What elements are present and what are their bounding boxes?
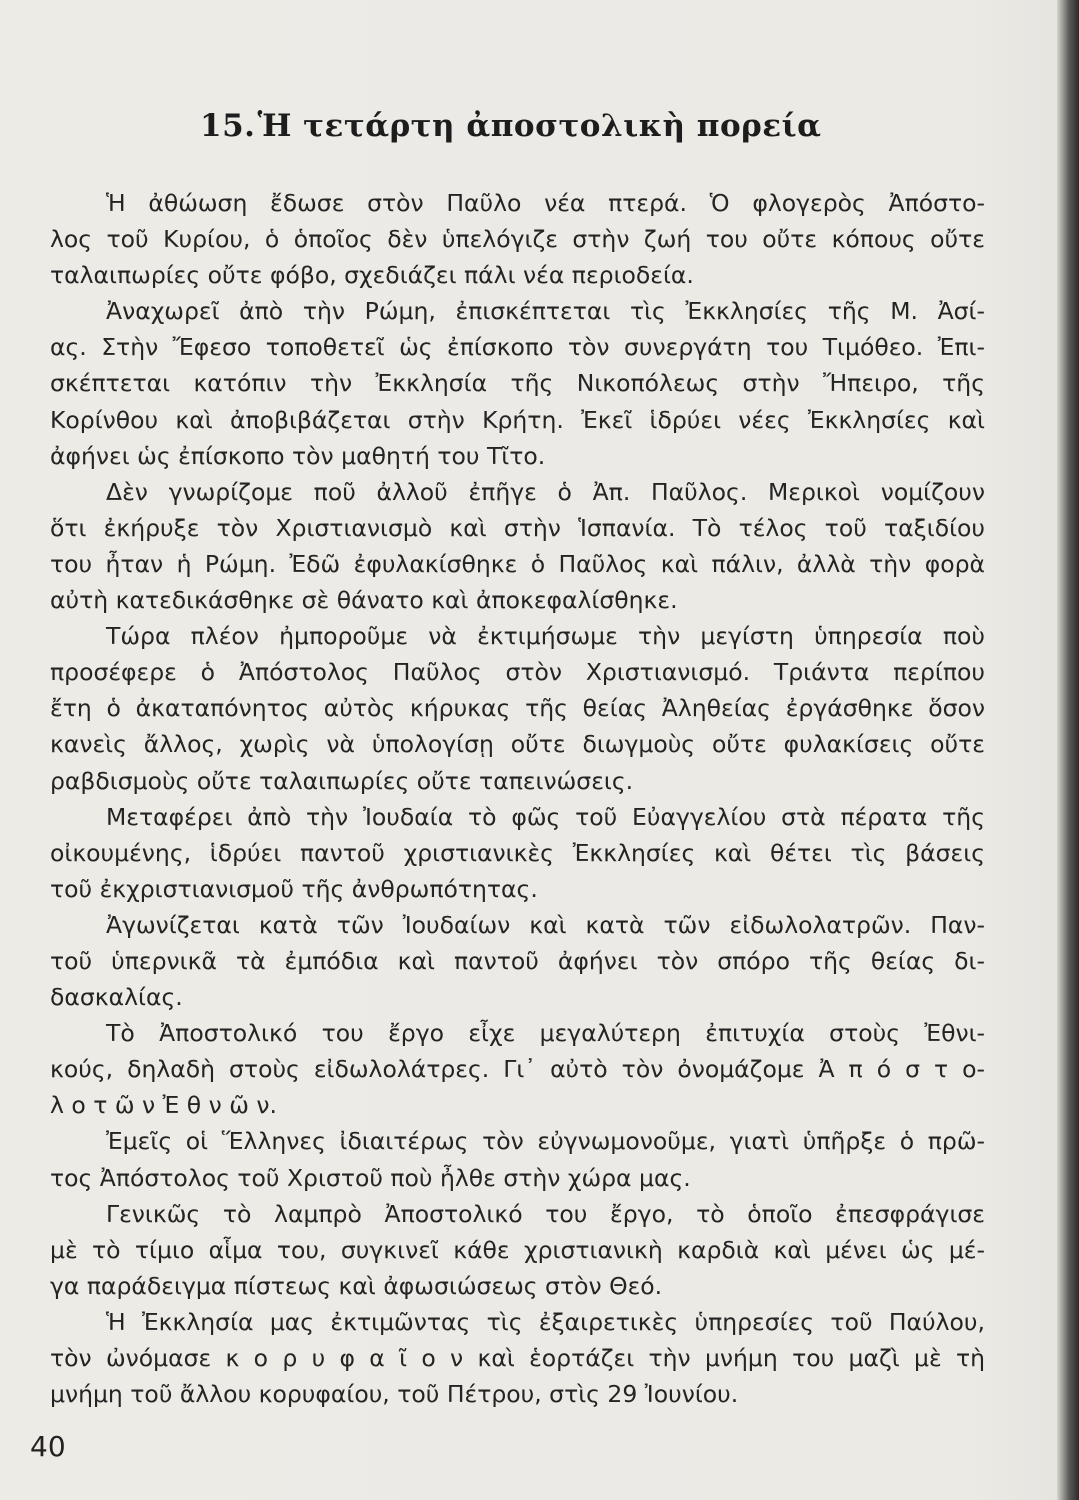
text-line: Γενικῶς τὸ λαμπρὸ Ἀποστολικό του ἔργο, τὸ ὁποῖο ἐπεσφράγισε (106, 1199, 985, 1228)
body-text (50, 185, 985, 1412)
text-line: οἰκουμένης, ἱδρύει παντοῦ χριστιανικὲς Ἐκκλησίες καὶ θέτει τὶς βάσεις (50, 838, 985, 867)
text-line: ας. Στὴν Ἔφεσο τοποθετεῖ ὡς ἐπίσκοπο τὸν συνεργάτη του Τιμόθεο. Ἐπι- (50, 333, 985, 362)
text-line: ὅτι ἐκήρυξε τὸν Χριστιανισμὸ καὶ στὴν Ἱσπανία. Τὸ τέλος τοῦ ταξιδίου (50, 513, 985, 542)
text-line: του ἦταν ἡ Ρώμη. Ἐδῶ ἐφυλακίσθηκε ὁ Παῦλος καὶ πάλιν, ἀλλὰ τὴν φορὰ (50, 549, 985, 578)
text-line: λος τοῦ Κυρίου, ὁ ὁποῖος δὲν ὑπελόγιζε στὴν ζωή του οὔτε κόπους οὔτε (50, 225, 985, 254)
text-line: τος Ἀπόστολος τοῦ Χριστοῦ ποὺ ἦλθε στὴν χώρα μας. (50, 1163, 691, 1192)
text-line: Δὲν γνωρίζομε ποῦ ἀλλοῦ ἐπῆγε ὁ Ἀπ. Παῦλος. Μερικοὶ νομίζουν (106, 477, 985, 506)
text-line: Ἀναχωρεῖ ἀπὸ τὴν Ρώμη, ἐπισκέπτεται τὶς Ἐκκλησίες τῆς Μ. Ἀσί- (106, 297, 985, 326)
text-line: Ἡ Ἐκκλησία μας ἐκτιμῶντας τὶς ἐξαιρετικὲς ὑπηρεσίες τοῦ Παύλου, (106, 1307, 985, 1336)
text-line: σκέπτεται κατόπιν τὴν Ἐκκλησία τῆς Νικοπόλεως στὴν Ἤπειρο, τῆς (50, 369, 985, 398)
text-line: γα παράδειγμα πίστεως καὶ ἀφωσιώσεως στὸν Θεό. (50, 1271, 663, 1300)
text-line: ραβδισμοὺς οὔτε ταλαιπωρίες οὔτε ταπεινώσεις. (50, 766, 634, 795)
chapter-title-text: Ἡ τετάρτη ἀποστολικὴ πορεία (257, 108, 822, 144)
page-number: 40 (30, 1430, 66, 1463)
chapter-title (200, 108, 840, 144)
text-line: Ἀγωνίζεται κατὰ τῶν Ἰουδαίων καὶ κατὰ τῶν εἰδωλολατρῶν. Παν- (106, 910, 985, 939)
text-line: προσέφερε ὁ Ἀπόστολος Παῦλος στὸν Χριστιανισμό. Τριάντα περίπου (50, 658, 985, 687)
text-line: μὲ τὸ τίμιο αἷμα του, συγκινεῖ κάθε χριστιανικὴ καρδιὰ καὶ μένει ὡς μέ- (50, 1235, 985, 1264)
text-line: λ ο τ ῶ ν Ἐ θ ν ῶ ν. (50, 1091, 277, 1120)
text-line: αὐτὴ κατεδικάσθηκε σὲ θάνατο καὶ ἀποκεφαλίσθηκε. (50, 586, 678, 615)
text-line: Ἐμεῖς οἱ Ἕλληνες ἰδιαιτέρως τὸν εὐγνωμονοῦμε, γιατὶ ὑπῆρξε ὁ πρῶ- (106, 1127, 985, 1156)
text-line: κούς, δηλαδὴ στοὺς εἰδωλολάτρες. Γι᾿ αὐτὸ τὸν ὀνομάζομε Ἀ π ό σ τ ο- (50, 1055, 985, 1084)
page-binding-edge (1057, 0, 1079, 1500)
text-line: Κορίνθου καὶ ἀποβιβάζεται στὴν Κρήτη. Ἐκεῖ ἱδρύει νέες Ἐκκλησίες καὶ (50, 405, 985, 434)
text-line: Τὸ Ἀποστολικό του ἔργο εἶχε μεγαλύτερη ἐπιτυχία στοὺς Ἐθνι- (106, 1019, 985, 1048)
text-line: ἀφήνει ὡς ἐπίσκοπο τὸν μαθητή του Τῖτο. (50, 441, 546, 470)
text-line: Τώρα πλέον ἠμποροῦμε νὰ ἐκτιμήσωμε τὴν μεγίστη ὑπηρεσία ποὺ (106, 622, 985, 651)
text-line: τὸν ὠνόμασε κ ο ρ υ φ α ῖ ο ν καὶ ἑορτάζει τὴν μνήμη του μαζὶ μὲ τὴ (50, 1344, 985, 1372)
chapter-number: 15. (200, 108, 256, 144)
text-line: ἔτη ὁ ἀκαταπόνητος αὐτὸς κήρυκας τῆς θείας Ἀληθείας ἐργάσθηκε ὅσον (50, 694, 985, 723)
text-line: Μεταφέρει ἀπὸ τὴν Ἰουδαία τὸ φῶς τοῦ Εὐαγγελίου στὰ πέρατα τῆς (106, 802, 985, 831)
text-line: Ἡ ἀθώωση ἔδωσε στὸν Παῦλο νέα πτερά. Ὁ φλογερὸς Ἀπόστο- (106, 189, 985, 217)
text-line: τοῦ ἐκχριστιανισμοῦ τῆς ἀνθρωπότητας. (50, 874, 538, 903)
text-line: τοῦ ὑπερνικᾶ τὰ ἐμπόδια καὶ παντοῦ ἀφήνει τὸν σπόρο τῆς θείας δι- (50, 946, 985, 975)
text-line: ταλαιπωρίες οὔτε φόβο, σχεδιάζει πάλι νέα περιοδεία. (50, 261, 694, 290)
text-line: μνήμη τοῦ ἄλλου κορυφαίου, τοῦ Πέτρου, στὶς 29 Ἰουνίου. (50, 1380, 739, 1409)
text-line: δασκαλίας. (50, 983, 183, 1012)
text-line: κανεὶς ἄλλος, χωρὶς νὰ ὑπολογίσῃ οὔτε διωγμοὺς οὔτε φυλακίσεις οὔτε (50, 730, 985, 759)
